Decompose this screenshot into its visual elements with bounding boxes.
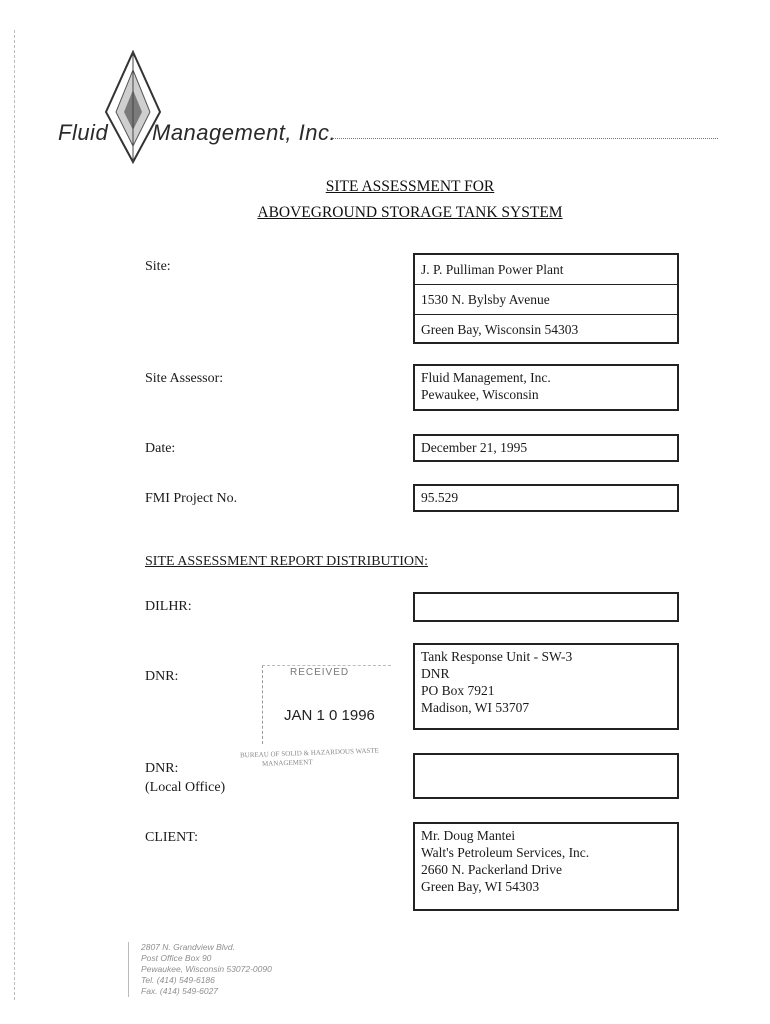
dilhr-box (413, 592, 679, 622)
assessor-label: Site Assessor: (145, 371, 224, 386)
client-line-3: 2660 N. Packerland Drive (421, 862, 562, 877)
dnr-local-sublabel: (Local Office) (145, 780, 226, 795)
assessor-line-2: Pewaukee, Wisconsin (421, 387, 539, 402)
stamp-received-text: RECEIVED (290, 667, 350, 678)
diamond-logo-icon (98, 50, 168, 165)
client-label: CLIENT: (145, 830, 198, 845)
scan-margin-artifact (14, 30, 17, 1000)
project-box (413, 484, 679, 512)
dnr-box (413, 643, 679, 730)
site-label: Site: (145, 259, 171, 274)
dnr-line-4: Madison, WI 53707 (421, 700, 530, 715)
dnr-label: DNR: (145, 669, 179, 684)
footer-line-4: Tel. (414) 549-6186 (141, 975, 215, 985)
assessor-line-1: Fluid Management, Inc. (421, 370, 551, 385)
project-label: FMI Project No. (145, 491, 238, 506)
client-line-2: Walt's Petroleum Services, Inc. (421, 845, 590, 860)
client-box (413, 822, 679, 911)
stamp-bureau: BUREAU OF SOLID & HAZARDOUS WASTE (239, 746, 380, 760)
footer-line-3: Pewaukee, Wisconsin 53072-0090 (141, 964, 272, 974)
site-box (413, 253, 679, 344)
logo-rule (333, 138, 718, 139)
footer-address (128, 942, 272, 997)
site-line-2: 1530 N. Bylsby Avenue (415, 285, 677, 315)
document-title-line1: SITE ASSESSMENT FOR (325, 178, 495, 195)
logo-text-right: Management, Inc. (152, 120, 337, 145)
document-title-line2: ABOVEGROUND STORAGE TANK SYSTEM (257, 204, 563, 221)
site-line-1: J. P. Pulliman Power Plant (415, 255, 677, 285)
logo-text-left: Fluid (58, 120, 109, 145)
distribution-heading: SITE ASSESSMENT REPORT DISTRIBUTION: (145, 554, 428, 569)
site-line-3: Green Bay, Wisconsin 54303 (421, 322, 579, 337)
dnr-local-box (413, 753, 679, 799)
date-label: Date: (145, 441, 176, 456)
dnr-line-2: DNR (421, 666, 450, 681)
dnr-line-1: Tank Response Unit - SW-3 (421, 649, 573, 664)
client-line-4: Green Bay, WI 54303 (421, 879, 540, 894)
received-stamp (240, 655, 410, 790)
dilhr-label: DILHR: (145, 599, 192, 614)
dnr-line-3: PO Box 7921 (421, 683, 495, 698)
stamp-date: JAN 1 0 1996 (284, 707, 375, 724)
footer-line-5: Fax. (414) 549-6027 (141, 986, 219, 996)
company-logo (58, 50, 718, 170)
project-value: 95.529 (421, 490, 459, 505)
assessor-box (413, 364, 679, 411)
date-box (413, 434, 679, 462)
stamp-management: MANAGEMENT (261, 758, 313, 768)
date-value: December 21, 1995 (421, 440, 528, 455)
footer-line-2: Post Office Box 90 (141, 953, 212, 963)
footer-line-1: 2807 N. Grandview Blvd. (141, 942, 236, 952)
dnr-local-label: DNR: (145, 761, 179, 776)
client-line-1: Mr. Doug Mantei (421, 828, 516, 843)
